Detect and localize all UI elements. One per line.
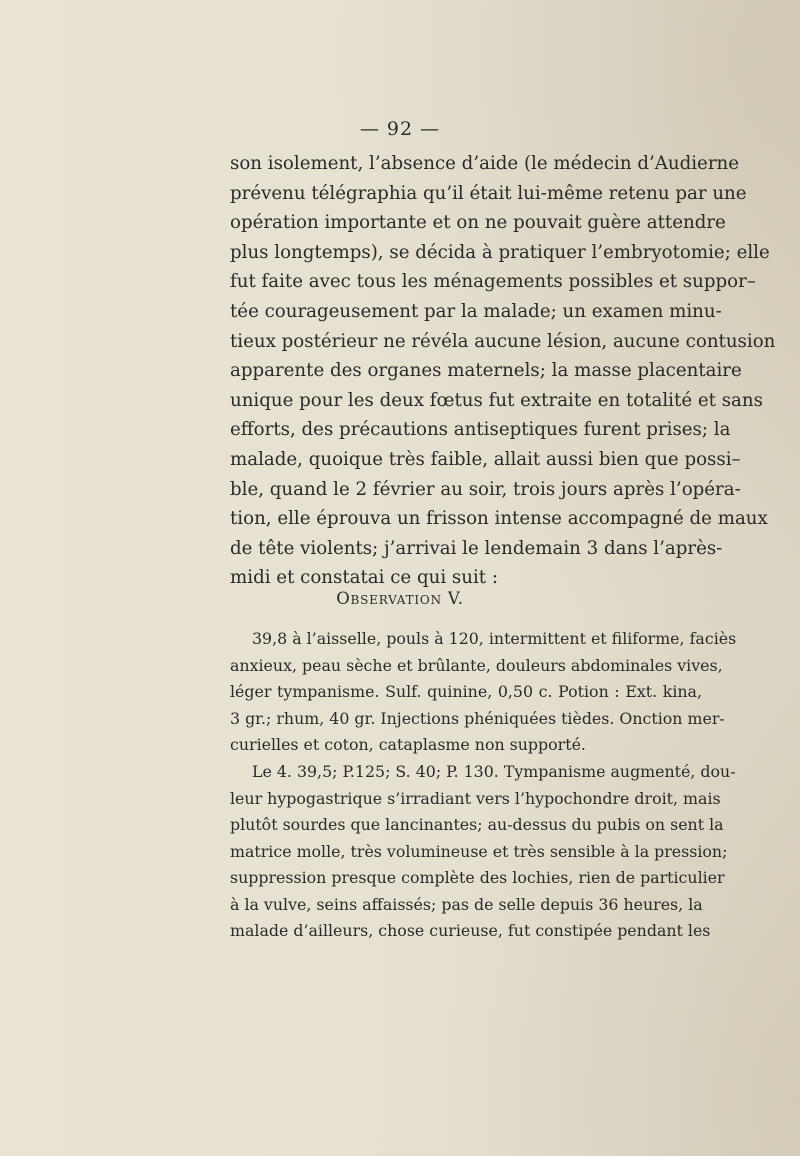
text-line: matrice molle, très volumineuse et très sensible à la pression; bbox=[230, 841, 728, 861]
text-line: unique pour les deux fœtus fut extraite en totalité et sans bbox=[230, 389, 763, 411]
text-line: tée courageusement par la malade; un examen minu- bbox=[230, 300, 722, 322]
text-line: de tête violents; j’arrivai le lendemain 3 dans l’après- bbox=[230, 537, 723, 559]
text-line: malade d’ailleurs, chose curieuse, fut constipée pendant les bbox=[230, 921, 711, 940]
text-line: fut faite avec tous les ménagements possibles et suppor– bbox=[230, 271, 756, 293]
text-line: tion, elle éprouva un frisson intense accompagné de maux bbox=[230, 508, 768, 530]
text-line: plutôt sourdes que lancinantes; au-dessus du pubis on sent la bbox=[230, 815, 724, 834]
text-line: 3 gr.; rhum, 40 gr. Injections phéniquées tièdes. Onction mer- bbox=[230, 708, 725, 728]
page-number: — 92 — bbox=[359, 118, 441, 140]
text-line: leur hypogastrique s’irradiant vers l’hypochondre droit, mais bbox=[230, 788, 721, 808]
text-line: plus longtemps), se décida à pratiquer l’embryotomie; elle bbox=[230, 241, 770, 263]
text-line: anxieux, peau sèche et brûlante, douleurs abdominales vives, bbox=[230, 655, 723, 675]
text-line: efforts, des précautions antiseptiques furent prises; la bbox=[230, 419, 731, 441]
text-line: opération importante et on ne pouvait guère attendre bbox=[230, 212, 726, 234]
text-line: 39,8 à l’aisselle, pouls à 120, intermittent et filiforme, faciès bbox=[252, 629, 737, 648]
text-line: à la vulve, seins affaissés; pas de selle depuis 36 heures, la bbox=[230, 894, 703, 914]
text-line: prévenu télégraphia qu’il était lui-même retenu par une bbox=[230, 182, 747, 204]
text-line: tieux postérieur ne révéla aucune lésion, aucune contusion bbox=[230, 330, 776, 352]
text-line: suppression presque complète des lochies, rien de particulier bbox=[230, 868, 725, 887]
text-line: léger tympanisme. Sulf. quinine, 0,50 c. Potion : Ext. kina, bbox=[230, 682, 702, 701]
section-heading: Observation V. bbox=[336, 589, 464, 608]
text-line: midi et constatai ce qui suit : bbox=[230, 567, 499, 589]
text-line: Le 4. 39,5; P.125; S. 40; P. 130. Tympanisme augmenté, dou- bbox=[252, 762, 736, 781]
text-line: curielles et coton, cataplasme non supporté. bbox=[230, 735, 586, 754]
text-line: ble, quand le 2 février au soir, trois jours après l’opéra- bbox=[230, 478, 741, 500]
text-line: apparente des organes maternels; la masse placentaire bbox=[230, 360, 742, 382]
text-line: son isolement, l’absence d’aide (le médecin d’Audierne bbox=[230, 153, 739, 174]
main-paragraph bbox=[230, 149, 776, 593]
text-line: malade, quoique très faible, allait aussi bien que possi– bbox=[230, 448, 741, 470]
observation-paragraph-1 bbox=[230, 626, 737, 759]
observation-paragraph-2 bbox=[230, 759, 736, 945]
